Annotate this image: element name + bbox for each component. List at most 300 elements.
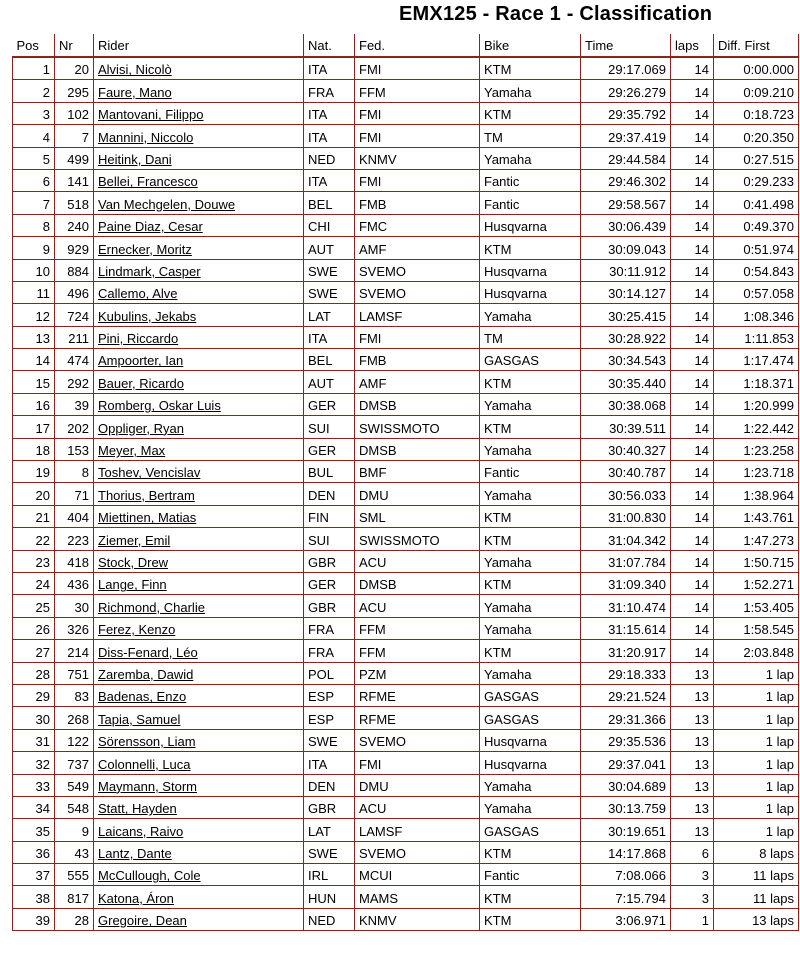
- rider-link[interactable]: Stock, Drew: [98, 554, 169, 570]
- cell-nat: ITA: [304, 125, 355, 147]
- cell-nr: 724: [55, 304, 94, 326]
- cell-laps: 14: [671, 237, 714, 259]
- header-nat: Nat.: [304, 34, 355, 57]
- cell-bike: Yamaha: [480, 595, 581, 617]
- cell-rider: [94, 147, 304, 169]
- cell-pos: 16: [13, 393, 55, 415]
- rider-link[interactable]: Sörensson, Liam: [98, 734, 196, 750]
- cell-fed: SVEMO: [355, 841, 480, 863]
- cell-time: 30:56.033: [581, 483, 671, 505]
- cell-nat: FIN: [304, 505, 355, 527]
- cell-nat: ESP: [304, 684, 355, 706]
- rider-link[interactable]: Ziemer, Emil: [98, 532, 171, 548]
- table-row: [13, 259, 799, 281]
- cell-fed: FMC: [355, 214, 480, 236]
- cell-nat: CHI: [304, 214, 355, 236]
- rider-link[interactable]: Colonnelli, Luca: [98, 756, 191, 772]
- cell-time: 7:08.066: [581, 864, 671, 886]
- cell-laps: 14: [671, 438, 714, 460]
- cell-laps: 14: [671, 281, 714, 303]
- cell-diff-first: 11 laps: [714, 864, 799, 886]
- cell-rider: [94, 57, 304, 80]
- cell-fed: DMSB: [355, 572, 480, 594]
- cell-nat: ITA: [304, 326, 355, 348]
- header-laps: laps: [671, 34, 714, 57]
- cell-rider: [94, 326, 304, 348]
- cell-nr: 496: [55, 281, 94, 303]
- cell-nat: NED: [304, 908, 355, 930]
- cell-laps: 14: [671, 483, 714, 505]
- cell-diff-first: 0:54.843: [714, 259, 799, 281]
- table-row: [13, 595, 799, 617]
- cell-laps: 1: [671, 908, 714, 930]
- table-row: [13, 483, 799, 505]
- cell-pos: 38: [13, 886, 55, 908]
- rider-link[interactable]: Thorius, Bertram: [98, 487, 195, 503]
- cell-laps: 14: [671, 371, 714, 393]
- cell-time: 31:04.342: [581, 528, 671, 550]
- cell-nat: SWE: [304, 259, 355, 281]
- cell-time: 30:39.511: [581, 416, 671, 438]
- rider-link[interactable]: Bauer, Ricardo: [98, 375, 184, 391]
- cell-laps: 14: [671, 304, 714, 326]
- cell-nat: FRA: [304, 640, 355, 662]
- cell-time: 29:35.536: [581, 729, 671, 751]
- rider-link[interactable]: Meyer, Max: [98, 443, 166, 459]
- table-row: [13, 304, 799, 326]
- rider-link[interactable]: Statt, Hayden: [98, 801, 177, 817]
- cell-rider: [94, 572, 304, 594]
- cell-time: 14:17.868: [581, 841, 671, 863]
- rider-link[interactable]: Richmond, Charlie: [98, 599, 205, 615]
- cell-nr: 223: [55, 528, 94, 550]
- rider-link[interactable]: Heitink, Dani: [98, 151, 172, 167]
- cell-fed: ACU: [355, 595, 480, 617]
- cell-pos: 32: [13, 752, 55, 774]
- cell-fed: PZM: [355, 662, 480, 684]
- cell-nat: GBR: [304, 796, 355, 818]
- cell-bike: Yamaha: [480, 438, 581, 460]
- table-row: [13, 57, 799, 80]
- rider-link[interactable]: Pini, Riccardo: [98, 331, 179, 347]
- cell-nr: 518: [55, 192, 94, 214]
- cell-pos: 26: [13, 617, 55, 639]
- cell-laps: 13: [671, 662, 714, 684]
- cell-fed: DMSB: [355, 393, 480, 415]
- cell-pos: 21: [13, 505, 55, 527]
- cell-nat: BEL: [304, 192, 355, 214]
- cell-laps: 14: [671, 80, 714, 102]
- table-row: [13, 505, 799, 527]
- cell-fed: FFM: [355, 640, 480, 662]
- cell-nat: LAT: [304, 304, 355, 326]
- table-row: [13, 192, 799, 214]
- rider-link[interactable]: McCullough, Cole: [98, 868, 201, 884]
- cell-rider: [94, 819, 304, 841]
- table-row: [13, 371, 799, 393]
- cell-fed: KNMV: [355, 147, 480, 169]
- rider-link[interactable]: Lindmark, Casper: [98, 263, 201, 279]
- cell-diff-first: 1:52.271: [714, 572, 799, 594]
- rider-link[interactable]: Mantovani, Filippo: [98, 107, 204, 123]
- rider-link[interactable]: Toshev, Vencislav: [98, 465, 201, 481]
- cell-pos: 2: [13, 80, 55, 102]
- cell-bike: TM: [480, 326, 581, 348]
- cell-rider: [94, 125, 304, 147]
- cell-laps: 14: [671, 102, 714, 124]
- cell-nat: SWE: [304, 729, 355, 751]
- cell-time: 31:15.614: [581, 617, 671, 639]
- table-row: [13, 886, 799, 908]
- cell-pos: 5: [13, 147, 55, 169]
- cell-time: 29:35.792: [581, 102, 671, 124]
- cell-diff-first: 1 lap: [714, 662, 799, 684]
- rider-link[interactable]: Zaremba, Dawid: [98, 666, 194, 682]
- cell-bike: Yamaha: [480, 550, 581, 572]
- cell-bike: TM: [480, 125, 581, 147]
- cell-bike: KTM: [480, 908, 581, 930]
- cell-rider: [94, 438, 304, 460]
- cell-laps: 14: [671, 572, 714, 594]
- cell-laps: 13: [671, 752, 714, 774]
- cell-nr: 817: [55, 886, 94, 908]
- cell-nr: 202: [55, 416, 94, 438]
- cell-nr: 122: [55, 729, 94, 751]
- cell-fed: DMU: [355, 483, 480, 505]
- classification-table: [12, 34, 799, 931]
- cell-diff-first: 1:08.346: [714, 304, 799, 326]
- cell-fed: DMU: [355, 774, 480, 796]
- cell-laps: 13: [671, 796, 714, 818]
- cell-nr: 39: [55, 393, 94, 415]
- rider-link[interactable]: Van Mechgelen, Douwe: [98, 196, 236, 212]
- cell-bike: Yamaha: [480, 662, 581, 684]
- cell-time: 30:40.327: [581, 438, 671, 460]
- cell-fed: FFM: [355, 617, 480, 639]
- rider-link[interactable]: Faure, Mano: [98, 84, 172, 100]
- cell-rider: [94, 864, 304, 886]
- cell-pos: 6: [13, 169, 55, 191]
- cell-bike: KTM: [480, 640, 581, 662]
- table-row: [13, 281, 799, 303]
- cell-laps: 14: [671, 57, 714, 80]
- cell-rider: [94, 349, 304, 371]
- cell-diff-first: 1 lap: [714, 684, 799, 706]
- rider-link[interactable]: Tapia, Samuel: [98, 711, 181, 727]
- cell-fed: SVEMO: [355, 729, 480, 751]
- cell-laps: 14: [671, 147, 714, 169]
- cell-nr: 418: [55, 550, 94, 572]
- cell-pos: 4: [13, 125, 55, 147]
- cell-nat: DEN: [304, 483, 355, 505]
- cell-time: 7:15.794: [581, 886, 671, 908]
- cell-diff-first: 0:00.000: [714, 57, 799, 80]
- cell-rider: [94, 483, 304, 505]
- cell-nr: 30: [55, 595, 94, 617]
- cell-fed: LAMSF: [355, 304, 480, 326]
- cell-pos: 23: [13, 550, 55, 572]
- cell-diff-first: 1 lap: [714, 774, 799, 796]
- cell-time: 29:37.419: [581, 125, 671, 147]
- cell-rider: [94, 528, 304, 550]
- cell-laps: 14: [671, 550, 714, 572]
- rider-link[interactable]: Paine Diaz, Cesar: [98, 219, 203, 235]
- cell-nat: DEN: [304, 774, 355, 796]
- table-row: [13, 908, 799, 930]
- cell-pos: 30: [13, 707, 55, 729]
- cell-pos: 39: [13, 908, 55, 930]
- cell-fed: FMI: [355, 752, 480, 774]
- cell-time: 30:11.912: [581, 259, 671, 281]
- cell-fed: FMI: [355, 169, 480, 191]
- page-title: EMX125 - Race 1 - Classification: [399, 3, 713, 25]
- rider-link[interactable]: Katona, Áron: [98, 890, 174, 906]
- rider-link[interactable]: Mannini, Niccolo: [98, 129, 194, 145]
- cell-rider: [94, 214, 304, 236]
- cell-bike: GASGAS: [480, 349, 581, 371]
- cell-rider: [94, 393, 304, 415]
- rider-link[interactable]: Bellei, Francesco: [98, 174, 198, 190]
- cell-time: 29:17.069: [581, 57, 671, 80]
- rider-link[interactable]: Ferez, Kenzo: [98, 622, 176, 638]
- cell-nr: 8: [55, 461, 94, 483]
- cell-time: 29:44.584: [581, 147, 671, 169]
- cell-bike: GASGAS: [480, 707, 581, 729]
- cell-pos: 37: [13, 864, 55, 886]
- cell-bike: KTM: [480, 841, 581, 863]
- cell-nr: 211: [55, 326, 94, 348]
- cell-nat: GER: [304, 393, 355, 415]
- cell-pos: 33: [13, 774, 55, 796]
- cell-fed: AMF: [355, 371, 480, 393]
- cell-pos: 18: [13, 438, 55, 460]
- cell-rider: [94, 416, 304, 438]
- cell-nat: ITA: [304, 102, 355, 124]
- cell-rider: [94, 841, 304, 863]
- cell-bike: KTM: [480, 57, 581, 80]
- cell-fed: ACU: [355, 796, 480, 818]
- cell-nat: GBR: [304, 550, 355, 572]
- cell-rider: [94, 461, 304, 483]
- rider-link[interactable]: Ampoorter, Ian: [98, 353, 184, 369]
- cell-pos: 25: [13, 595, 55, 617]
- cell-bike: Husqvarna: [480, 259, 581, 281]
- header-bike: Bike: [480, 34, 581, 57]
- cell-rider: [94, 595, 304, 617]
- cell-time: 30:38.068: [581, 393, 671, 415]
- rider-link[interactable]: Badenas, Enzo: [98, 689, 187, 705]
- cell-rider: [94, 908, 304, 930]
- rider-link[interactable]: Alvisi, Nicolò: [98, 62, 172, 78]
- cell-rider: [94, 662, 304, 684]
- cell-laps: 6: [671, 841, 714, 863]
- rider-link[interactable]: Gregoire, Dean: [98, 913, 187, 929]
- cell-diff-first: 2:03.848: [714, 640, 799, 662]
- cell-time: 30:06.439: [581, 214, 671, 236]
- cell-nat: FRA: [304, 617, 355, 639]
- rider-link[interactable]: Lantz, Dante: [98, 846, 172, 862]
- header-pos: Pos: [13, 34, 55, 57]
- cell-fed: ACU: [355, 550, 480, 572]
- cell-diff-first: 1 lap: [714, 729, 799, 751]
- cell-rider: [94, 80, 304, 102]
- cell-rider: [94, 684, 304, 706]
- cell-fed: MCUI: [355, 864, 480, 886]
- cell-pos: 17: [13, 416, 55, 438]
- cell-time: 31:07.784: [581, 550, 671, 572]
- cell-pos: 34: [13, 796, 55, 818]
- cell-bike: KTM: [480, 371, 581, 393]
- cell-diff-first: 1:18.371: [714, 371, 799, 393]
- cell-nat: AUT: [304, 237, 355, 259]
- cell-pos: 20: [13, 483, 55, 505]
- cell-laps: 14: [671, 214, 714, 236]
- table-row: [13, 461, 799, 483]
- cell-rider: [94, 796, 304, 818]
- cell-pos: 3: [13, 102, 55, 124]
- cell-laps: 14: [671, 125, 714, 147]
- cell-diff-first: 1:47.273: [714, 528, 799, 550]
- cell-pos: 22: [13, 528, 55, 550]
- cell-rider: [94, 886, 304, 908]
- cell-time: 30:25.415: [581, 304, 671, 326]
- cell-diff-first: 0:18.723: [714, 102, 799, 124]
- cell-time: 3:06.971: [581, 908, 671, 930]
- cell-rider: [94, 774, 304, 796]
- table-row: [13, 617, 799, 639]
- cell-nr: 737: [55, 752, 94, 774]
- table-row: [13, 550, 799, 572]
- cell-pos: 31: [13, 729, 55, 751]
- cell-time: 30:09.043: [581, 237, 671, 259]
- cell-pos: 27: [13, 640, 55, 662]
- cell-nr: 404: [55, 505, 94, 527]
- cell-bike: Yamaha: [480, 393, 581, 415]
- cell-time: 29:37.041: [581, 752, 671, 774]
- table-row: [13, 169, 799, 191]
- cell-bike: Yamaha: [480, 774, 581, 796]
- cell-nr: 884: [55, 259, 94, 281]
- rider-link[interactable]: Miettinen, Matias: [98, 510, 197, 526]
- cell-nat: BUL: [304, 461, 355, 483]
- cell-bike: Husqvarna: [480, 729, 581, 751]
- header-row: [13, 34, 799, 57]
- cell-pos: 10: [13, 259, 55, 281]
- cell-laps: 14: [671, 169, 714, 191]
- cell-fed: FMI: [355, 125, 480, 147]
- cell-time: 29:26.279: [581, 80, 671, 102]
- cell-laps: 14: [671, 595, 714, 617]
- cell-diff-first: 1:23.718: [714, 461, 799, 483]
- cell-fed: SWISSMOTO: [355, 416, 480, 438]
- cell-time: 30:34.543: [581, 349, 671, 371]
- cell-diff-first: 1:20.999: [714, 393, 799, 415]
- cell-diff-first: 1:17.474: [714, 349, 799, 371]
- table-row: [13, 864, 799, 886]
- cell-nr: 268: [55, 707, 94, 729]
- cell-diff-first: 0:20.350: [714, 125, 799, 147]
- cell-rider: [94, 371, 304, 393]
- rider-link[interactable]: Lange, Finn: [98, 577, 167, 593]
- cell-nr: 28: [55, 908, 94, 930]
- cell-pos: 11: [13, 281, 55, 303]
- cell-nr: 102: [55, 102, 94, 124]
- cell-nat: HUN: [304, 886, 355, 908]
- cell-diff-first: 1 lap: [714, 752, 799, 774]
- cell-rider: [94, 259, 304, 281]
- cell-bike: Husqvarna: [480, 281, 581, 303]
- cell-bike: GASGAS: [480, 684, 581, 706]
- cell-nr: 43: [55, 841, 94, 863]
- rider-link[interactable]: Diss-Fenard, Léo: [98, 644, 198, 660]
- cell-diff-first: 8 laps: [714, 841, 799, 863]
- table-row: [13, 752, 799, 774]
- table-row: [13, 147, 799, 169]
- cell-laps: 14: [671, 349, 714, 371]
- cell-nat: GER: [304, 438, 355, 460]
- cell-pos: 14: [13, 349, 55, 371]
- rider-link[interactable]: Laicans, Raivo: [98, 823, 184, 839]
- rider-link[interactable]: Ernecker, Moritz: [98, 241, 192, 257]
- cell-diff-first: 0:57.058: [714, 281, 799, 303]
- cell-bike: KTM: [480, 886, 581, 908]
- cell-rider: [94, 617, 304, 639]
- header-rider: Rider: [94, 34, 304, 57]
- cell-laps: 13: [671, 729, 714, 751]
- cell-laps: 13: [671, 707, 714, 729]
- cell-fed: AMF: [355, 237, 480, 259]
- cell-bike: Yamaha: [480, 617, 581, 639]
- cell-fed: SVEMO: [355, 259, 480, 281]
- cell-laps: 14: [671, 461, 714, 483]
- table-row: [13, 662, 799, 684]
- cell-rider: [94, 304, 304, 326]
- cell-laps: 3: [671, 864, 714, 886]
- rider-link[interactable]: Kubulins, Jekabs: [98, 308, 197, 324]
- cell-diff-first: 1:11.853: [714, 326, 799, 348]
- table-row: [13, 729, 799, 751]
- rider-link[interactable]: Romberg, Oskar Luis: [98, 398, 221, 414]
- cell-diff-first: 13 laps: [714, 908, 799, 930]
- cell-diff-first: 1:22.442: [714, 416, 799, 438]
- cell-nat: POL: [304, 662, 355, 684]
- cell-nr: 295: [55, 80, 94, 102]
- cell-time: 29:18.333: [581, 662, 671, 684]
- rider-link[interactable]: Callemo, Alve: [98, 286, 178, 302]
- cell-nr: 214: [55, 640, 94, 662]
- cell-time: 31:10.474: [581, 595, 671, 617]
- cell-fed: RFME: [355, 684, 480, 706]
- cell-rider: [94, 550, 304, 572]
- cell-bike: Yamaha: [480, 796, 581, 818]
- rider-link[interactable]: Maymann, Storm: [98, 778, 197, 794]
- cell-rider: [94, 102, 304, 124]
- cell-time: 31:20.917: [581, 640, 671, 662]
- table-row: [13, 125, 799, 147]
- table-row: [13, 684, 799, 706]
- cell-pos: 36: [13, 841, 55, 863]
- cell-bike: Yamaha: [480, 147, 581, 169]
- cell-bike: Yamaha: [480, 483, 581, 505]
- cell-bike: KTM: [480, 505, 581, 527]
- cell-diff-first: 0:29.233: [714, 169, 799, 191]
- cell-laps: 14: [671, 528, 714, 550]
- rider-link[interactable]: Oppliger, Ryan: [98, 420, 184, 436]
- cell-time: 29:58.567: [581, 192, 671, 214]
- cell-bike: Fantic: [480, 864, 581, 886]
- cell-nr: 153: [55, 438, 94, 460]
- cell-fed: FFM: [355, 80, 480, 102]
